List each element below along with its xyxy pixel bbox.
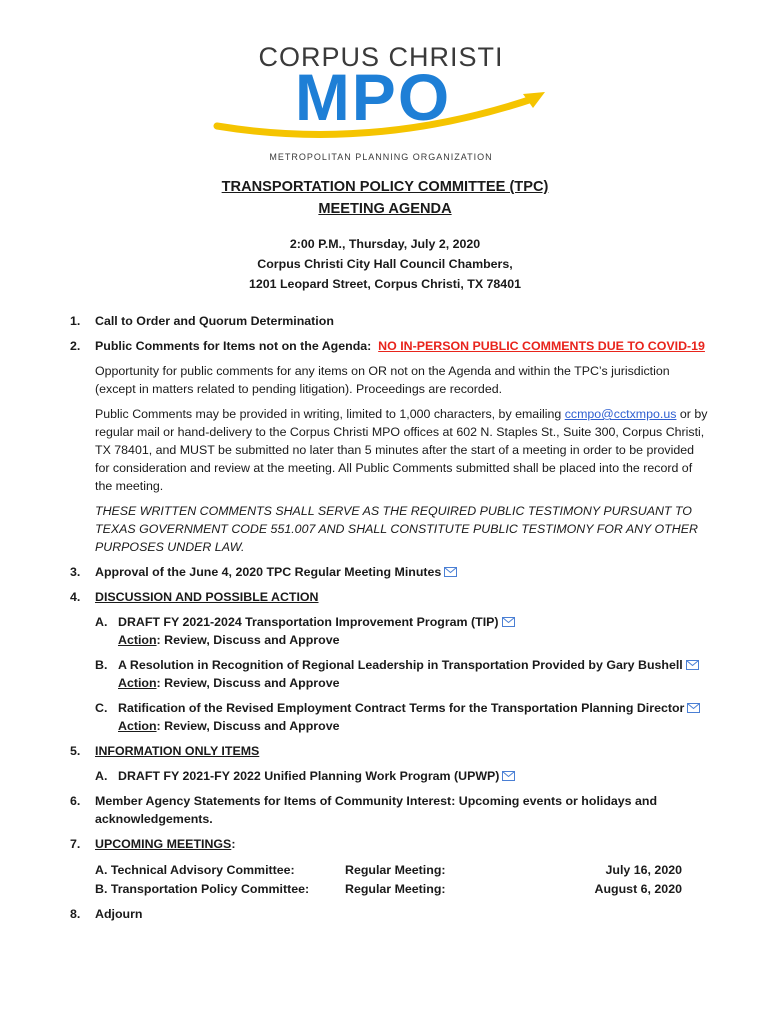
title-line-1: TRANSPORTATION POLICY COMMITTEE (TPC) [221,179,549,195]
attachment-mail-icon[interactable] [444,567,457,577]
action-label: Action [118,633,157,647]
item-text: UPCOMING MEETINGS [95,837,232,851]
agenda-item-2 [70,337,710,556]
agenda-item-6 [70,792,710,828]
item-number: 8. [70,907,81,921]
action-text: : Review, Discuss and Approve [156,633,340,647]
agenda-item-4 [70,588,710,735]
meeting-meta [0,234,770,294]
testimony-notice: THESE WRITTEN COMMENTS SHALL SERVE AS THE REQUIRED PUBLIC TESTIMONY PURSUANT TO TEXAS GOVERNMENT CODE 551.007 AND SHALL CONSTITUTE PUBLIC TESTIMONY FOR ANY OTHER PURPOSES UNDER LAW. [95,504,698,554]
action-line [118,674,710,692]
sub-item-letter: A. [95,769,108,783]
sub-item-letter: B. [95,658,108,672]
upcoming-meetings-table [95,861,710,898]
item-number: 7. [70,837,81,851]
agenda-header [0,176,770,294]
item-text: DISCUSSION AND POSSIBLE ACTION [95,590,319,604]
meeting-address: 1201 Leopard Street, Corpus Christi, TX 78401 [248,277,521,291]
action-text: : Review, Discuss and Approve [156,676,340,690]
sub-item-letter: C. [95,701,108,715]
item-text: Public Comments for Items not on the Agenda: [95,339,372,353]
agenda-item-3 [70,563,710,581]
sub-item-4c [95,699,710,735]
logo-bottom-text: METROPOLITAN PLANNING ORGANIZATION [269,152,493,162]
attachment-mail-icon[interactable] [687,703,700,713]
action-line [118,631,710,649]
public-comment-paragraph-2 [95,405,710,495]
sub-item-5a [95,767,710,785]
action-label: Action [118,676,157,690]
attachment-mail-icon[interactable] [686,660,699,670]
title-line-2: MEETING AGENDA [318,201,452,217]
sub-item-text: DRAFT FY 2021-2024 Transportation Improvement Program (TIP) [118,615,499,629]
item-number: 4. [70,590,81,604]
attachment-mail-icon[interactable] [502,617,515,627]
sub-item-text: A Resolution in Recognition of Regional Leadership in Transportation Provided by Gary Bushell [118,658,683,672]
item-number: 5. [70,744,81,758]
item-number: 1. [70,314,81,328]
email-link[interactable]: ccmpo@cctxmpo.us [564,407,677,421]
logo-top-text: CORPUS CHRISTI [258,42,504,72]
mpo-logo [205,40,555,164]
meeting-type: Regular Meeting: [345,882,446,896]
agenda-item-7 [70,835,710,898]
sub-item-4a [95,613,710,649]
public-comment-paragraph-1: Opportunity for public comments for any items on OR not on the Agenda and within the TPC’s jurisdiction (except in matters related to pending litigation). Proceedings are recorded. [95,364,670,396]
agenda-list [70,312,710,930]
sub-item-text: Ratification of the Revised Employment Contract Terms for the Transportation Planning Director [118,701,685,715]
meeting-date: July 16, 2020 [605,863,682,877]
item-number: 3. [70,565,81,579]
meeting-date: August 6, 2020 [594,882,682,896]
action-line [118,717,710,735]
covid-notice: NO IN-PERSON PUBLIC COMMENTS DUE TO COVID-19 [378,339,705,353]
attachment-mail-icon[interactable] [502,771,515,781]
paragraph-text: or by regular mail or hand-delivery to the Corpus Christi MPO offices at 602 N. Staples St., Suite 300, Corpus Christi, TX 78401, and MUST be submitted no later than 5 minutes after the start of a meeting in order to be provided for consideration and review at the meeting. All Public Comments submitted shall be placed into the record of the meeting. [95,407,708,493]
meeting-location: Corpus Christi City Hall Council Chambers, [257,257,513,271]
agenda-item-5 [70,742,710,785]
item-text: INFORMATION ONLY ITEMS [95,744,260,758]
sub-item-4b [95,656,710,692]
agenda-item-8 [70,905,710,923]
meeting-name: B. Transportation Policy Committee: [95,882,310,896]
item-number: 2. [70,339,81,353]
mpo-logo-graphic [205,40,555,164]
meeting-type: Regular Meeting: [345,863,446,877]
meeting-name: A. Technical Advisory Committee: [95,863,295,877]
paragraph-text: Public Comments may be provided in writing, limited to 1,000 characters, by emailing [95,407,565,421]
action-text: : Review, Discuss and Approve [156,719,340,733]
item-text: Approval of the June 4, 2020 TPC Regular Meeting Minutes [95,565,442,579]
sub-item-letter: A. [95,615,108,629]
logo-main-text: MPO [294,60,452,134]
agenda-item-1 [70,312,710,330]
item-text: Call to Order and Quorum Determination [95,314,334,328]
sub-item-text: DRAFT FY 2021-FY 2022 Unified Planning Work Program (UPWP) [118,769,500,783]
meeting-time: 2:00 P.M., Thursday, July 2, 2020 [289,237,481,251]
item-number: 6. [70,794,81,808]
action-label: Action [118,719,157,733]
item-text: Member Agency Statements for Items of Community Interest: Upcoming events or holidays and acknowledgements. [95,794,658,826]
item-text: Adjourn [95,907,143,921]
item-text-colon: : [231,837,236,851]
